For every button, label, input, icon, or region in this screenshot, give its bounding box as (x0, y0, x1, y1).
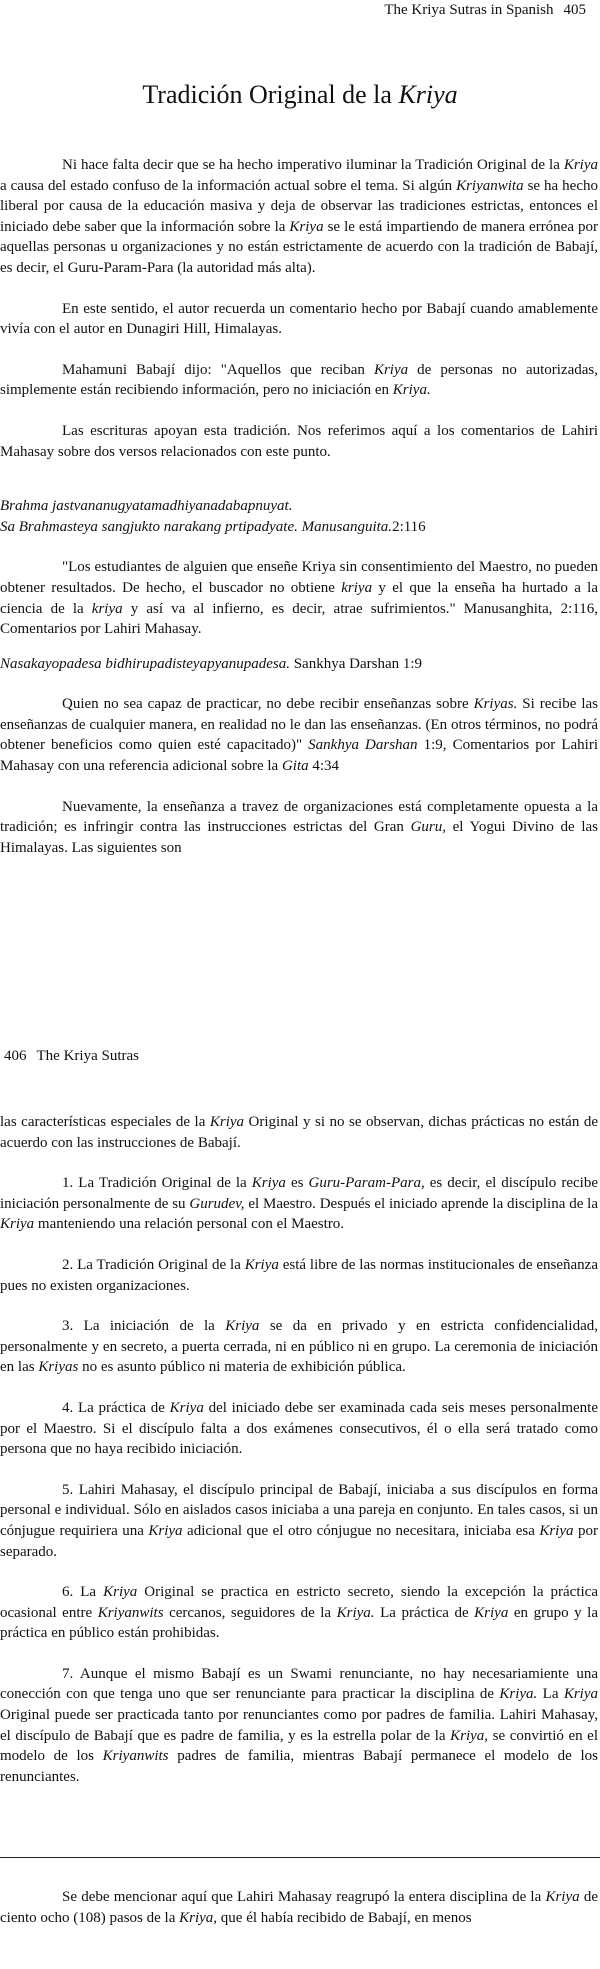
page-406-body (0, 1112, 598, 1787)
paragraph-intro: Ni hace falta decir que se ha hecho imperativo iluminar la Tradición Original de la Kriya a causa del estado confuso de la información actual sobre el tema. Si algún Kriyanwita se ha hecho liberal por causa de la educación masiva y deja de observar las tradiciones estrictas, entonces el iniciado debe saber que la información sobre la Kriya se le está impartiendo de manera errónea por aquellas personas u organizaciones y no están estrictamente de acuerdo con la tradición de Babají, es decir, el Guru-Param-Para (la autoridad más alta). (0, 157, 599, 276)
verse-manusanghita-line2: Sa Brahmasteya sangjukto narakang prtipadyate. Manusanguita.2:116 (0, 518, 426, 535)
footnote-divider (0, 1857, 600, 1858)
list-item-6: 6. La Kriya Original se practica en estricto secreto, siendo la excepción la práctica ocasional entre Kriyanwits cercanos, seguidores de la Kriya. La práctica de Kriya en grupo y la práctica en público están prohibidas. (0, 1584, 598, 1642)
running-head (4, 1048, 139, 1065)
page-number: 405 (563, 2, 586, 18)
list-item-7: 7. Aunque el mismo Babají es un Swami renunciante, no hay necesariamiente una conección con que tenga uno que ser renunciante para practicar la disciplina de Kriya. La Kriya Original puede ser practicada tanto por renunciantes como por padres de familia. Lahiri Mahasay, el discípulo de Babají que es padre de familia, y es la estrella polar de la Kriya, se convirtió en el modelo de los Kriyanwits padres de familia, mientras Babají permanece el modelo de los renunciantes. (0, 1665, 598, 1785)
paragraph-babaji-quote: Mahamuni Babají dijo: "Aquellos que reciban Kriya de personas no autorizadas, simplemente están recibiendo información, pero no iniciación en Kriya. (0, 361, 598, 399)
verse-manusanghita-line1: Brahma jastvananugyatamadhiyanadabapnuyat. (0, 498, 293, 515)
verse-sankhya: Nasakayopadesa bidhirupadisteyapyanupadesa. Sankhya Darshan 1:9 (0, 655, 423, 672)
list-item-4: 4. La práctica de Kriya del iniciado debe ser examinada cada seis meses personalmente por el Maestro. Si el discípulo falta a dos exámenes consecutivos, él o ella será tratado como persona que no haya recibido iniciación. (0, 1399, 598, 1458)
paragraph-organizations: Nuevamente, la enseñanza a travez de organizaciones está completamente opuesta a la tradición; es infringir contra las instrucciones estrictas del Gran Guru, el Yogui Divino de las Himalayas. Las siguientes son (0, 798, 598, 856)
paragraph-recollection: En este sentido, el autor recuerda un comentario hecho por Babají cuando amablemente vivía con el autor en Dunagiri Hill, Himalayas. (0, 300, 598, 338)
list-item-3: 3. La iniciación de la Kriya se da en privado y en estricta confidencialidad, personalmente y en secreto, a puerta cerrada, ni en público ni en grupo. La ceremonia de iniciación en las Kriyas no es asunto público ni materia de exhibición pública. (0, 1318, 598, 1376)
paragraph-manusanghita-commentary: "Los estudiantes de alguien que enseñe Kriya sin consentimiento del Maestro, no pueden obtener resultados. De hecho, el buscador no obtiene kriya y el que la enseña ha hurtado a la ciencia de la kriya y así va al infierno, es decir, atrae sufrimientos." Manusanghita, 2:116, Comentarios por Lahiri Mahasay. (0, 559, 598, 638)
list-item-5: 5. Lahiri Mahasay, el discípulo principal de Babají, iniciaba a sus discípulos en forma personal e individual. Sólo en aislados casos iniciaba a una pareja en conjunto. En tales casos, si un cónjugue requiriera una Kriya adicional que el otro cónjugue no necesitara, iniciaba esa Kriya por separado. (0, 1481, 598, 1560)
list-item-2: 2. La Tradición Original de la Kriya está libre de las normas institucionales de enseñanza pues no existen organizaciones. (0, 1256, 598, 1294)
paragraph-continuation: las características especiales de la Kriya Original y si no se observan, dichas prácticas no están de acuerdo con las instrucciones de Babají. (0, 1114, 598, 1151)
paragraph-scriptures: Las escrituras apoyan esta tradición. Nos referimos aquí a los comentarios de Lahiri Mahasay sobre dos versos relacionados con este punto. (0, 422, 598, 460)
footnote (0, 1887, 598, 1928)
running-head-title: The Kriya Sutras (36, 1048, 139, 1064)
page-number: 406 (4, 1048, 27, 1064)
running-head-title: The Kriya Sutras in Spanish (384, 2, 554, 18)
chapter-title: Tradición Original de la Kriya (142, 80, 458, 109)
footnote-text: Se debe mencionar aquí que Lahiri Mahasay reagrupó la entera disciplina de la Kriya de ciento ocho (108) pasos de la Kriya, que él había recibido de Babají, en menos (0, 1889, 598, 1926)
running-head (384, 2, 586, 19)
paragraph-sankhya-commentary: Quien no sea capaz de practicar, no debe recibir enseñanzas sobre Kriyas. Si recibe las enseñanzas de cualquier manera, en realidad no le dan las enseñanzas. (En otros términos, no podrá obtener beneficios como quien esté capacitado)" Sankhya Darshan 1:9, Comentarios por Lahiri Mahasay con una referencia adicional sobre la Gita 4:34 (0, 696, 599, 775)
page-406 (0, 1040, 600, 1969)
page-405-body (0, 155, 598, 858)
list-item-1: 1. La Tradición Original de la Kriya es Guru-Param-Para, es decir, el discípulo recibe iniciación personalmente de su Gurudev, el Maestro. Después el iniciado aprende la disciplina de la Kriya manteniendo una relación personal con el Maestro. (0, 1175, 599, 1233)
